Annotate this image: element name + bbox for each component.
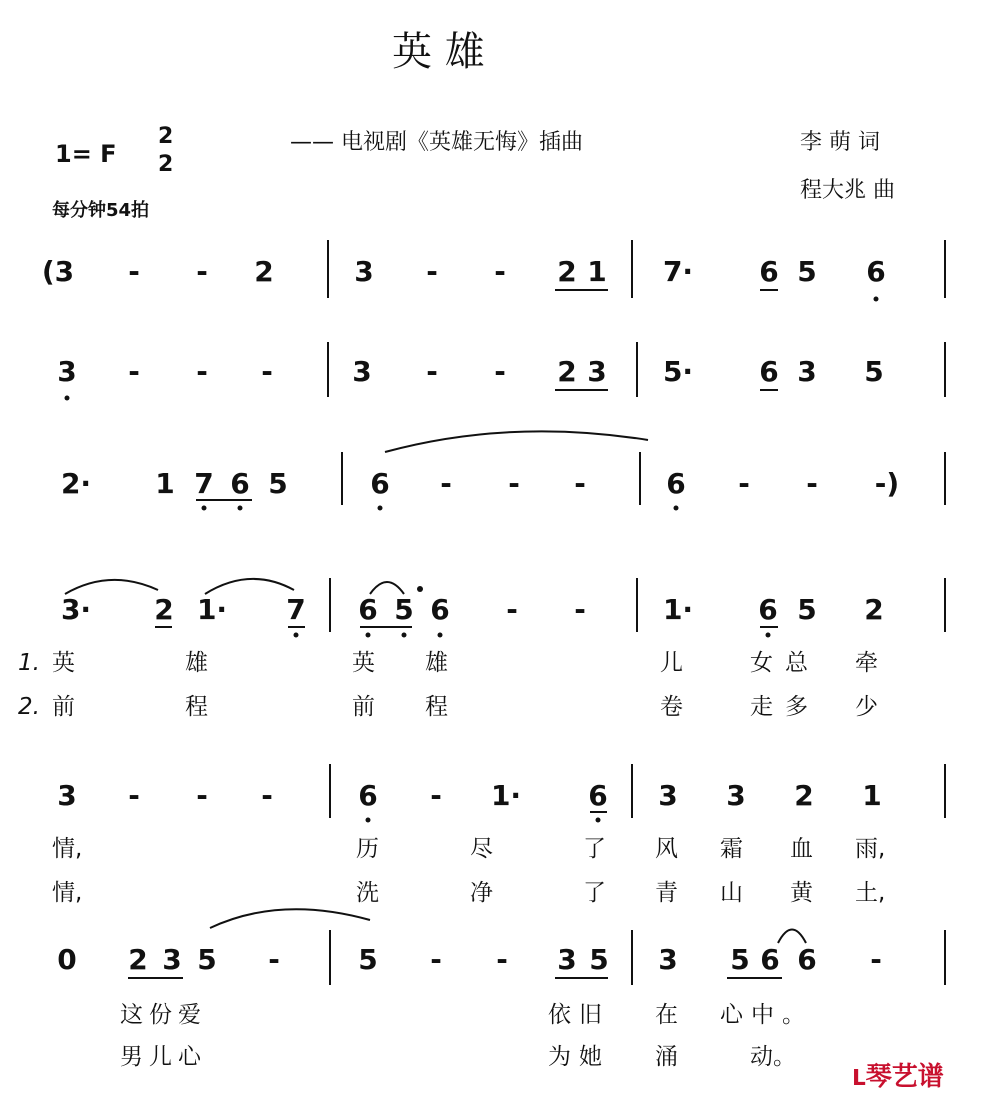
note: 3	[797, 355, 817, 388]
note: 5	[197, 943, 217, 976]
note: 6	[358, 779, 378, 812]
lyric: 程	[425, 694, 448, 720]
piano-logo-icon: ᒪ	[852, 1066, 866, 1091]
lyric: 英	[352, 650, 375, 676]
lyric: 英	[52, 650, 75, 676]
composer-credit: 程大兆 曲	[800, 178, 895, 203]
song-title: 英 雄	[392, 29, 485, 75]
note: 6	[588, 779, 608, 812]
note: 7	[286, 593, 306, 626]
tempo-marking: 每分钟54拍	[52, 200, 150, 221]
lyric: 雨,	[855, 836, 886, 862]
note: 1	[587, 255, 607, 288]
key-signature: 1= F	[55, 140, 117, 168]
lyric: 涌	[655, 1044, 678, 1070]
note: 5·	[662, 355, 694, 388]
octave-dot	[874, 297, 879, 302]
note: 6	[230, 467, 250, 500]
note: -	[426, 255, 438, 288]
lyric: 雄	[425, 650, 448, 676]
note: 3	[557, 943, 577, 976]
lyric: 历	[356, 836, 379, 862]
lyricist-credit: 李 萌 词	[800, 130, 880, 155]
note: -	[426, 355, 438, 388]
note: -	[128, 779, 140, 812]
lyric: 女总	[750, 650, 820, 676]
note: -	[196, 355, 208, 388]
octave-dot	[294, 633, 299, 638]
octave-dot	[238, 506, 243, 511]
note: -	[261, 779, 273, 812]
note: 6	[358, 593, 378, 626]
note: 1·	[196, 593, 228, 626]
note: 6	[760, 943, 780, 976]
lyric: 卷	[660, 694, 683, 720]
note: 2	[864, 593, 884, 626]
octave-dot	[366, 633, 371, 638]
note: -	[261, 355, 273, 388]
note: 5	[864, 355, 884, 388]
note: 5	[394, 593, 414, 626]
watermark-text: 琴艺谱	[865, 1062, 944, 1092]
note: 5	[730, 943, 750, 976]
lyric: 雄	[185, 650, 208, 676]
note: -	[494, 255, 506, 288]
lyric: 心中。	[720, 1002, 813, 1028]
lyric: 前	[352, 694, 375, 720]
note: -	[128, 355, 140, 388]
octave-dot	[674, 506, 679, 511]
octave-dot	[65, 396, 70, 401]
note: 3	[658, 779, 678, 812]
staccato-dot	[417, 586, 423, 592]
note: -	[196, 255, 208, 288]
verse-number: 1.	[18, 650, 40, 676]
note: 1·	[490, 779, 522, 812]
note: 2	[557, 255, 577, 288]
note: 6	[370, 467, 390, 500]
lyric: 情,	[52, 836, 83, 862]
lyric: 在	[655, 1002, 678, 1028]
note: 6	[866, 255, 886, 288]
note: 7	[194, 467, 214, 500]
lyric: 牵	[855, 650, 878, 676]
lyric: 这份爱	[120, 1002, 207, 1028]
note: 3·	[60, 593, 92, 626]
octave-dot	[202, 506, 207, 511]
lyric: 黄	[790, 880, 813, 906]
note: 6	[759, 255, 779, 288]
lyric: 山	[720, 880, 743, 906]
slur-arc	[210, 909, 370, 928]
note: 3	[57, 355, 77, 388]
note: 2	[254, 255, 274, 288]
note: 2	[557, 355, 577, 388]
lyric: 儿	[660, 650, 683, 676]
note: 2	[154, 593, 174, 626]
note: 6	[759, 355, 779, 388]
slur-arc	[65, 580, 158, 594]
note: -	[574, 467, 586, 500]
note: 2	[794, 779, 814, 812]
note: 1	[862, 779, 882, 812]
note: 1·	[662, 593, 694, 626]
note: 6	[797, 943, 817, 976]
note: (3	[41, 255, 75, 288]
note: 5	[797, 255, 817, 288]
note: 1	[155, 467, 175, 500]
lyric: 依旧	[548, 1002, 610, 1028]
time-signature-bottom: 2	[158, 152, 174, 177]
note: -	[196, 779, 208, 812]
octave-dot	[438, 633, 443, 638]
slur-arc	[205, 579, 294, 594]
note: 6	[758, 593, 778, 626]
lyric: 走多	[750, 694, 820, 720]
note: -	[440, 467, 452, 500]
note: 5	[589, 943, 609, 976]
subtitle: —— 电视剧《英雄无悔》插曲	[290, 130, 583, 155]
note: 6	[430, 593, 450, 626]
lyric: 男儿心	[120, 1044, 207, 1070]
slur-arc	[385, 431, 648, 452]
note: 3	[162, 943, 182, 976]
note: -	[806, 467, 818, 500]
note: -	[128, 255, 140, 288]
note: -	[508, 467, 520, 500]
note: 7·	[662, 255, 694, 288]
note: 3	[354, 255, 374, 288]
note: -	[574, 593, 586, 626]
note: -	[738, 467, 750, 500]
lyric: 程	[185, 694, 208, 720]
lyric: 情,	[52, 880, 83, 906]
lyric: 洗	[356, 880, 379, 906]
lyric: 了	[583, 836, 606, 862]
lyric: 风	[655, 836, 678, 862]
lyric: 土,	[855, 880, 886, 906]
note: 2·	[60, 467, 92, 500]
watermark-logo	[852, 1056, 944, 1093]
octave-dot	[402, 633, 407, 638]
note: 3	[587, 355, 607, 388]
lyric: 动。	[750, 1044, 796, 1070]
note: -	[268, 943, 280, 976]
octave-dot	[766, 633, 771, 638]
time-signature-top: 2	[158, 124, 174, 149]
note: 3	[726, 779, 746, 812]
note: 0	[57, 943, 77, 976]
lyric: 尽	[470, 836, 493, 862]
note: 5	[797, 593, 817, 626]
note: 5	[268, 467, 288, 500]
lyric: 少	[855, 694, 878, 720]
octave-dot	[366, 818, 371, 823]
verse-number: 2.	[18, 694, 40, 720]
lyric: 为她	[548, 1044, 610, 1070]
slur-arc	[778, 930, 806, 944]
note: 3	[352, 355, 372, 388]
lyric: 了	[583, 880, 606, 906]
note: -	[494, 355, 506, 388]
note: 2	[128, 943, 148, 976]
note: -	[496, 943, 508, 976]
lyric: 净	[470, 880, 493, 906]
octave-dot	[596, 818, 601, 823]
octave-dot	[378, 506, 383, 511]
lyric: 前	[52, 694, 75, 720]
note: 3	[57, 779, 77, 812]
note: -)	[874, 467, 900, 500]
note: 3	[658, 943, 678, 976]
note: -	[430, 779, 442, 812]
note: 5	[358, 943, 378, 976]
note: -	[870, 943, 882, 976]
lyric: 青	[655, 880, 678, 906]
note: -	[430, 943, 442, 976]
note: -	[506, 593, 518, 626]
note: 6	[666, 467, 686, 500]
lyric: 血	[790, 836, 813, 862]
lyric: 霜	[720, 836, 743, 862]
